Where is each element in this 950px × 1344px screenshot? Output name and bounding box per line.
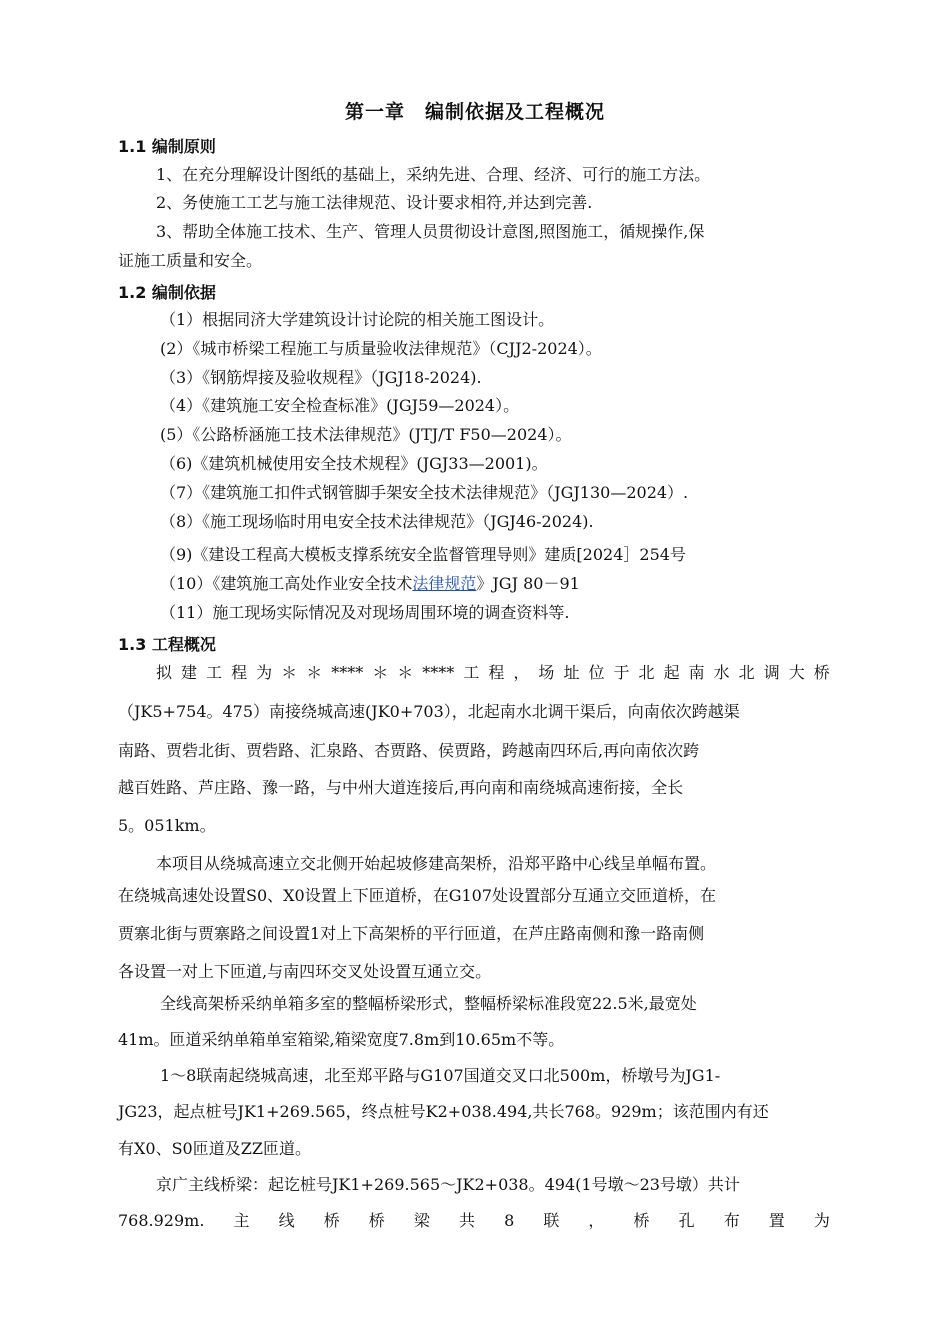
overview-p5-line2-char-13: 置 (768, 1211, 785, 1230)
overview-p1-line5: 5。051km。 (118, 816, 216, 835)
basis-item-9: （9)《建设工程高大模板支撑系统安全监督管理导则》建质[2024］254号 (160, 545, 686, 564)
section-heading-1-1: 1.1 编制原则 (118, 137, 216, 156)
overview-p1-line1-char-1: 建 (181, 663, 198, 682)
overview-p1-line2: （JK5+754。475）南接绕城高速(JK0+703），北起南水北调干渠后，向南依次跨越渠 (118, 702, 740, 721)
overview-p5-line2-char-10: 桥 (633, 1211, 650, 1230)
overview-p1-line1-char-14: 场 (538, 663, 555, 682)
overview-p4-line2: JG23，起点桩号JK1+269.565，终点桩号K2+038.494,共长768。929m；该范围内有还 (118, 1102, 769, 1121)
overview-p5-line2-char-3: 桥 (323, 1211, 340, 1230)
overview-p1-line1-char-13: ， (513, 663, 530, 682)
section-heading-1-2: 1.2 编制依据 (118, 283, 216, 302)
overview-p1-line1-char-8: ＊ (372, 663, 389, 682)
overview-p1-line3: 南路、贾砦北街、贾砦路、汇泉路、杏贾路、侯贾路，跨越南四环后,再向南依次跨 (118, 741, 700, 760)
overview-p1-line1-char-3: 程 (231, 663, 248, 682)
overview-p2-line2: 在绕城高速处设置S0、X0设置上下匝道桥，在G107处设置部分互通立交匝道桥，在 (118, 886, 717, 905)
basis-item-5: (5）《公路桥涵施工技术法律规范》(JTJ/T F50—2024）。 (160, 425, 572, 444)
overview-p1-line1-char-4: 为 (256, 663, 273, 682)
basis-item-3: （3）《钢筋焊接及验收规程》（JGJ18-2024). (160, 368, 482, 387)
principle-3-line2: 证施工质量和安全。 (118, 251, 263, 270)
basis-item-10 (160, 573, 580, 595)
overview-p5-line2-char-7: 8 (504, 1211, 515, 1230)
overview-p1-line1-char-22: 北 (738, 663, 755, 682)
basis-item-2: (2）《城市桥梁工程施工与质量验收法律规范》（CJJ2-2024）。 (160, 339, 602, 358)
overview-p1-line1-char-0: 拟 (156, 663, 173, 682)
principle-2: 2、务使施工工艺与施工法律规范、设计要求相符,并达到完善. (156, 193, 593, 212)
basis-item-1: （1）根据同济大学建筑设计讨论院的相关施工图设计。 (160, 310, 555, 329)
overview-p1-line1 (156, 662, 830, 684)
basis-item-8: （8）《施工现场临时用电安全技术法律规范》（JGJ46-2024). (160, 512, 594, 531)
overview-p5-line2-char-5: 梁 (413, 1211, 430, 1230)
overview-p4-line1: 1～8联南起绕城高速，北至郑平路与G107国道交叉口北500m，桥墩号为JG1- (160, 1066, 721, 1085)
overview-p5-line2-char-4: 桥 (368, 1211, 385, 1230)
overview-p5-line2-char-1: 主 (233, 1211, 250, 1230)
overview-p1-line1-char-10: **** (422, 663, 455, 682)
overview-p2-line4: 各设置一对上下匝道,与南四环交叉处设置互通立交。 (118, 962, 492, 981)
section-heading-1-3: 1.3 工程概况 (118, 635, 216, 654)
overview-p1-line1-char-7: **** (331, 663, 364, 682)
overview-p5-line2-char-2: 线 (278, 1211, 295, 1230)
overview-p5-line2 (118, 1210, 830, 1232)
overview-p5-line2-char-12: 布 (723, 1211, 740, 1230)
overview-p5-line2-char-8: 联 (543, 1211, 560, 1230)
overview-p1-line1-char-9: ＊ (397, 663, 414, 682)
overview-p1-line1-char-24: 大 (788, 663, 805, 682)
basis-item-11: （11）施工现场实际情况及对现场周围环境的调查资料等. (160, 603, 570, 622)
overview-p2-line3: 贾寨北街与贾寨路之间设置1对上下高架桥的平行匝道，在芦庄路南侧和豫一路南侧 (118, 924, 705, 943)
overview-p3-line2: 41m。匝道采纳单箱单室箱梁,箱梁宽度7.8m到10.65m不等。 (118, 1030, 565, 1049)
principle-3-line1: 3、帮助全体施工技术、生产、管理人员贯彻设计意图,照图施工，循规操作,保 (156, 222, 705, 241)
basis-item-10-code: 》JGJ 80－91 (476, 574, 580, 593)
overview-p1-line1-char-25: 桥 (813, 663, 830, 682)
overview-p2-line1: 本项目从绕城高速立交北侧开始起坡修建高架桥，沿郑平路中心线呈单幅布置。 (156, 854, 717, 873)
overview-p1-line1-char-23: 调 (763, 663, 780, 682)
basis-item-4: （4）《建筑施工安全检查标准》(JGJ59—2024）。 (160, 396, 520, 415)
overview-p5-line2-char-9: ， (588, 1211, 605, 1230)
overview-p1-line1-char-17: 于 (613, 663, 630, 682)
overview-p1-line1-char-20: 南 (688, 663, 705, 682)
overview-p1-line1-char-15: 址 (563, 663, 580, 682)
overview-p1-line1-char-12: 程 (488, 663, 505, 682)
principle-1: 1、在充分理解设计图纸的基础上，采纳先进、合理、经济、可行的施工方法。 (156, 165, 711, 184)
overview-p1-line1-char-16: 位 (588, 663, 605, 682)
overview-p5-line2-char-6: 共 (458, 1211, 475, 1230)
basis-item-6: （6)《建筑机械使用安全技术规程》(JGJ33—2001)。 (160, 454, 548, 473)
overview-p5-line1: 京广主线桥梁：起讫桩号JK1+269.565～JK2+038。494(1号墩～23号墩）共计 (156, 1175, 740, 1194)
overview-p3-line1: 全线高架桥采纳单箱多室的整幅桥梁形式，整幅桥梁标准段宽22.5米,最宽处 (160, 994, 697, 1013)
overview-p5-line2-char-11: 孔 (678, 1211, 695, 1230)
overview-p4-line3: 有X0、S0匝道及ZZ匝道。 (118, 1139, 311, 1158)
overview-p1-line1-char-18: 北 (638, 663, 655, 682)
overview-p1-line1-char-19: 起 (663, 663, 680, 682)
basis-item-7: （7）《建筑施工扣件式钢管脚手架安全技术法律规范》（JGJ130—2024）. (160, 483, 689, 502)
overview-p5-line2-char-0: 768.929m. (118, 1211, 205, 1230)
overview-p1-line1-char-11: 工 (463, 663, 480, 682)
overview-p5-line2-char-14: 为 (813, 1211, 830, 1230)
regulation-link[interactable]: 法律规范 (412, 574, 477, 593)
overview-p1-line1-char-2: 工 (206, 663, 223, 682)
overview-p1-line4: 越百姓路、芦庄路、豫一路，与中州大道连接后,再向南和南绕城高速衔接，全长 (118, 778, 684, 797)
overview-p1-line1-char-5: ＊ (281, 663, 298, 682)
overview-p1-line1-char-6: ＊ (306, 663, 323, 682)
overview-p1-line1-char-21: 水 (713, 663, 730, 682)
basis-item-10-text: （10）《建筑施工高处作业安全技术 (160, 574, 413, 593)
chapter-title: 第一章 编制依据及工程概况 (344, 101, 605, 123)
